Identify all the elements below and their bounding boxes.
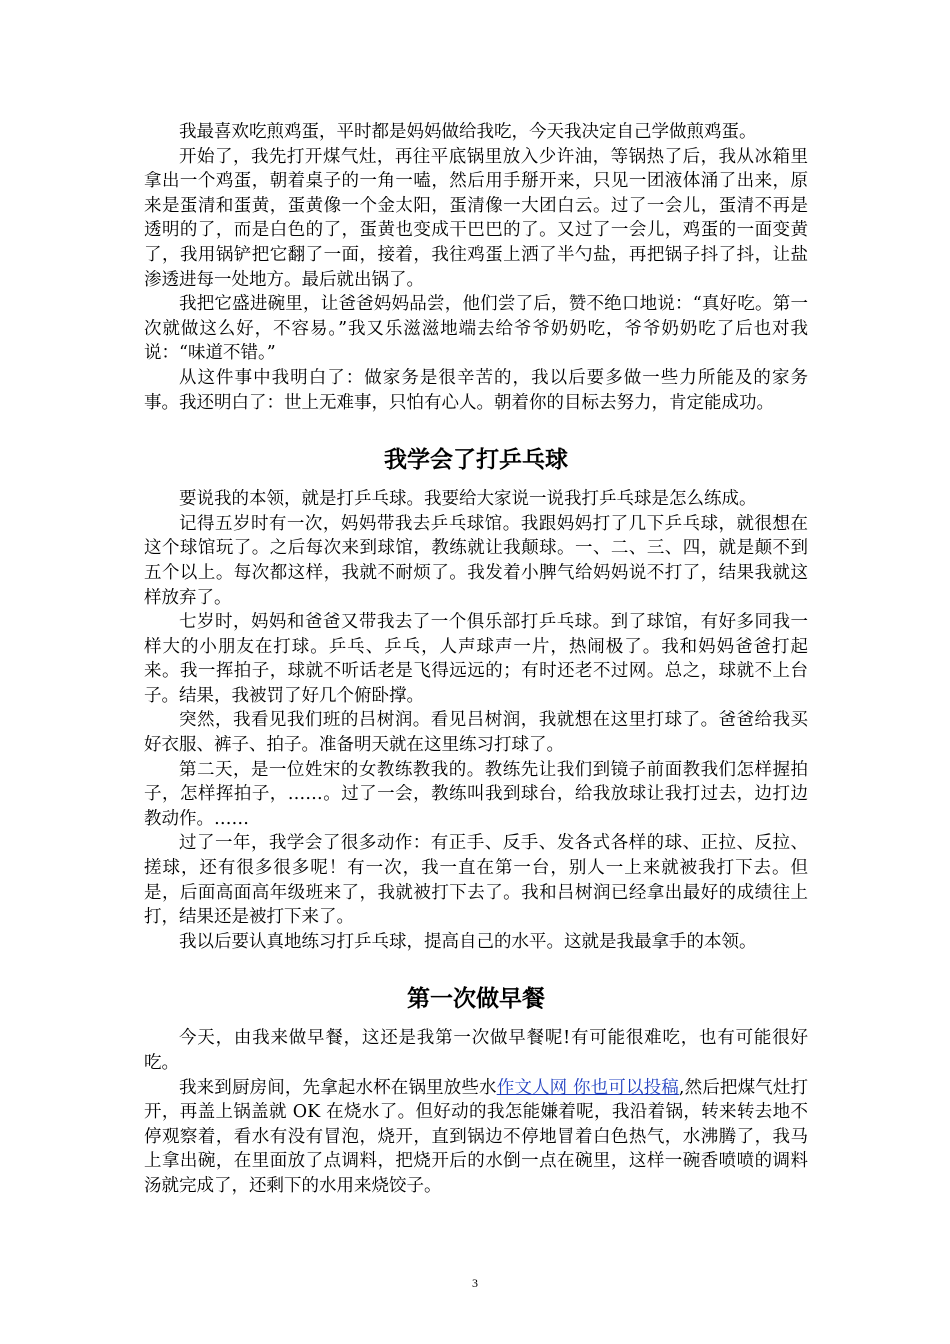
- page-number: 3: [472, 1276, 478, 1290]
- section-fried-egg: [144, 120, 808, 415]
- section-title: 我学会了打乒乓球: [384, 447, 568, 474]
- paragraph: 第二天，是一位姓宋的女教练教我的。教练先让我们到镜子前面教我们怎样握拍子，怎样挥拍子，……。过了一会，教练叫我到球台，给我放球让我打过去，边打边教动作。……: [144, 759, 808, 829]
- section-table-tennis: [144, 445, 808, 954]
- paragraph-with-link: [144, 1076, 808, 1199]
- paragraph: 记得五岁时有一次，妈妈带我去乒乓球馆。我跟妈妈打了几下乒乓球，就很想在这个球馆玩了。之后每次来到球馆，教练就让我颠球。一、二、三、四，就是颠不到五个以上。每次都这样，我就不耐烦了。我发着小脾气给妈妈说不打了，结果我就这样放弃了。: [144, 513, 808, 608]
- submission-link[interactable]: 作文人网 你也可以投稿: [496, 1077, 679, 1098]
- paragraph: 我以后要认真地练习打乒乓球，提高自己的水平。这就是我最拿手的本领。: [179, 931, 757, 952]
- text-after-link: ,然后把煤气灶打开，再盖上锅盖就 OK 在烧水了。但好动的我怎能嫌着呢，我沿着锅，转来转去地不停观察着，看水有没有冒泡，烧开，直到锅边不停地冒着白色热气，水沸腾了，我马上拿出碗，在里面放了点调料，把烧开后的水倒一点在碗里，这样一碗香喷喷的调料汤就完成了，还剩下的水用来烧饺子。: [144, 1077, 809, 1196]
- paragraph: 开始了，我先打开煤气灶，再往平底锅里放入少许油，等锅热了后，我从冰箱里拿出一个鸡蛋，朝着桌子的一角一嗑，然后用手掰开来，只见一团液体涌了出来，原来是蛋清和蛋黄，蛋黄像一个金太阳，蛋清像一大团白云。过了一会儿，蛋清不再是透明的了，而是白色的了，蛋黄也变成干巴巴的了。又过了一会儿，鸡蛋的一面变黄了，我用锅铲把它翻了一面，接着，我往鸡蛋上洒了半勺盐，再把锅子抖了抖，让盐渗透进每一处地方。最后就出锅了。: [144, 146, 808, 290]
- text-before-link: 我来到厨房间，先拿起水杯在锅里放些水: [179, 1077, 497, 1098]
- paragraph: 从这件事中我明白了：做家务是很辛苦的，我以后要多做一些力所能及的家务事。我还明白了：世上无难事，只怕有心人。朝着你的目标去努力，肯定能成功。: [144, 367, 808, 413]
- paragraph: 要说我的本领，就是打乒乓球。我要给大家说一说我打乒乓球是怎么练成。: [179, 489, 757, 510]
- document-page: [144, 120, 808, 1199]
- paragraph: 七岁时，妈妈和爸爸又带我去了一个俱乐部打乒乓球。到了球馆，有好多同我一样大的小朋友在打球。乒乓、乒乓，人声球声一片，热闹极了。我和妈妈爸爸打起来。我一挥拍子，球就不听话老是飞得远远的；有时还老不过网。总之，球就不上台子。结果，我被罚了好几个俯卧撑。: [144, 612, 808, 706]
- paragraph: 今天，由我来做早餐，这还是我第一次做早餐呢!有可能很难吃，也有可能很好吃。: [144, 1028, 808, 1073]
- section-title: 第一次做早餐: [407, 986, 545, 1013]
- paragraph: 突然，我看见我们班的吕树润。看见吕树润，我就想在这里打球了。爸爸给我买好衣服、裤子、拍子。准备明天就在这里练习打球了。: [144, 710, 808, 756]
- section-first-breakfast: [144, 984, 808, 1198]
- paragraph: 我最喜欢吃煎鸡蛋，平时都是妈妈做给我吃，今天我决定自己学做煎鸡蛋。: [179, 122, 757, 142]
- paragraph: 过了一年，我学会了很多动作：有正手、反手、发各式各样的球、正拉、反拉、搓球，还有很多很多呢！有一次，我一直在第一台，别人一上来就被我打下去。但是，后面高面高年级班来了，我就被打下去了。我和吕树润已经拿出最好的成绩往上打，结果还是被打下来了。: [144, 833, 808, 928]
- paragraph: 我把它盛进碗里，让爸爸妈妈品尝，他们尝了后，赞不绝口地说：“真好吃。第一次就做这么好，不容易。”我又乐滋滋地端去给爷爷奶奶吃，爷爷奶奶吃了后也对我说：“味道不错。”: [144, 294, 808, 364]
